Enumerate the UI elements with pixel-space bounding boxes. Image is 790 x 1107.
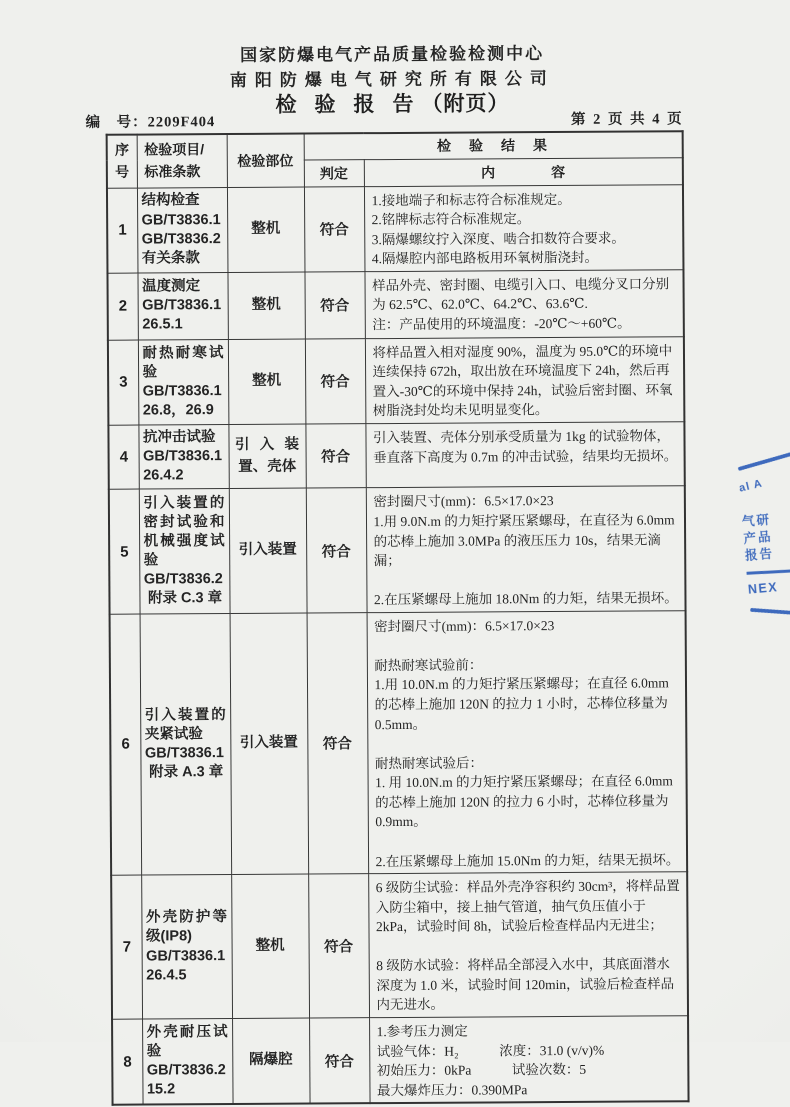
report-title-main: 检验报告: [275, 91, 432, 117]
seq-cell: 4: [108, 425, 138, 490]
part-cell: 整机: [227, 187, 305, 273]
item-cell: 引入装置的夹紧试验 GB/T3836.1 附录 A.3 章: [140, 613, 232, 875]
judge-cell: 符合: [309, 1018, 370, 1104]
judge-cell: 符合: [305, 424, 365, 489]
table-row: [108, 422, 684, 490]
company-name: 南阳防爆电气研究所有限公司: [229, 69, 555, 91]
table-header-row-1: [107, 131, 683, 161]
stamp-text-latin: al A: [737, 477, 764, 495]
item-cell: 耐热耐寒试验 GB/T3836.1 26.8，26.9: [138, 339, 229, 425]
part-cell: 引入装置: [230, 613, 309, 875]
header-result: 检 验 结 果: [304, 131, 683, 159]
part-cell: 隔爆腔: [232, 1018, 310, 1104]
content-cell: 1.参考压力测定 试验气体：H₂ 浓度：31.0 (v/v)% 初始压力：0kPa 试验次数：5 最大爆炸压力：0.390MPa: [369, 1016, 689, 1104]
header-part: 检验部位: [227, 134, 304, 187]
part-cell: 引入装置、壳体: [228, 424, 305, 489]
judge-cell: 符合: [306, 488, 367, 613]
center-name: 国家防爆电气产品质量检验检测中心: [240, 44, 545, 65]
table-row: [111, 872, 688, 1019]
judge-cell: 符合: [308, 874, 369, 1018]
judge-cell: 符合: [307, 612, 369, 874]
page-indicator: 第 2 页 共 4 页: [570, 111, 684, 128]
seq-cell: 3: [108, 340, 139, 425]
header-judge: 判定: [304, 159, 364, 186]
report-number-label: 编 号：: [85, 114, 148, 131]
item-cell: 引入装置的密封试验和机械强度试验 GB/T3836.2 附录 C.3 章: [139, 489, 230, 614]
stamp-arc-bottom: [750, 608, 790, 617]
stamp-text-cn-1: 气研: [741, 512, 772, 529]
part-cell: 引入装置: [229, 488, 307, 613]
report-title-suffix: （附页）: [421, 91, 510, 116]
seq-cell: 6: [110, 614, 142, 875]
meta-row: [85, 107, 683, 131]
item-cell: 温度测定 GB/T3836.1 26.5.1: [137, 272, 227, 340]
header-seq: 序 号: [107, 135, 137, 188]
table-row: [109, 486, 686, 614]
inspection-result-table: [106, 130, 690, 1106]
table-row: [112, 1016, 689, 1105]
content-cell: 1.接地端子和标志符合标准规定。 2.铭牌标志符合标准规定。 3.隔爆螺纹拧入深度、啮合扣数符合要求。 4.隔爆腔内部电路板用环氧树脂浇封。: [364, 184, 684, 271]
item-cell: 结构检查 GB/T3836.1 GB/T3836.2 有关条款: [137, 187, 228, 273]
content-cell: 密封圈尺寸(mm)：6.5×17.0×23 耐热耐寒试验前： 1.用 10.0N.m 的力矩拧紧压紧螺母；在直径 6.0mm 的芯棒上施加 120N 的拉力 1 小时，芯棒位移量为 0.5mm。 耐热耐寒试验后： 1. 用 10.0N.m 的力矩拧紧压紧螺母；在直径 6.0mm 的芯棒上施加 120N 的拉力 6 小时，芯棒位移量为 0.9mm。 2.在压紧螺母上施加 15.0Nm 的力矩，结果无损坏。: [367, 610, 688, 873]
table-row: [108, 336, 685, 425]
content-cell: 将样品置入相对湿度 90%，温度为 95.0℃的环境中连续保持 672h，取出放在环境温度下 24h，然后再置入-30℃的环境中保持 24h，试验后密封圈、环氧树脂浇封处均未见明显变化。: [365, 336, 685, 423]
header-item: 检验项目/ 标准条款: [137, 134, 227, 188]
judge-cell: 符合: [304, 271, 364, 338]
judge-cell: 符合: [305, 338, 366, 424]
stamp-divider: [747, 569, 790, 575]
item-cell: 抗冲击试验 GB/T3836.1 26.4.2: [138, 425, 228, 490]
table-row: [110, 610, 688, 875]
item-cell: 外壳防护等级(IP8) GB/T3836.1 26.4.5: [141, 875, 232, 1019]
stamp-text-cn-2: 产品: [742, 529, 774, 546]
content-cell: 引入装置、壳体分别承受质量为 1kg 的试验物体，垂直落下高度为 0.7m 的冲击试验，结果均无损坏。: [365, 422, 684, 488]
stamp-text-cn-3: 报告: [744, 546, 775, 563]
item-cell: 外壳耐压试验 GB/T3836.2 15.2: [142, 1019, 233, 1105]
seq-cell: 1: [107, 188, 138, 273]
seq-cell: 7: [111, 875, 142, 1019]
table-row: [107, 184, 684, 273]
part-cell: 整机: [228, 339, 306, 425]
header-content: 内 容: [364, 157, 683, 186]
part-cell: 整机: [227, 272, 304, 339]
report-number: [85, 110, 215, 132]
content-cell: 密封圈尺寸(mm)：6.5×17.0×23 1.用 9.0N.m 的力矩拧紧压紧螺母，在直径为 6.0mm 的芯棒上施加 3.0MPa 的液压压力 10s，结果无滴漏； 2.在压紧螺母上施加 18.0Nm 的力矩，结果无损坏。: [366, 486, 686, 612]
seq-cell: 8: [112, 1019, 143, 1105]
content-cell: 样品外壳、密封圈、电缆引入口、电缆分叉口分别为 62.5℃、62.0℃、64.2℃、63.6℃. 注：产品使用的环境温度：-20℃～+60℃。: [364, 269, 683, 338]
seq-cell: 2: [107, 273, 137, 340]
part-cell: 整机: [231, 874, 309, 1018]
stamp-text-nex: NEX: [747, 580, 779, 597]
seq-cell: 5: [109, 489, 140, 614]
report-number-value: 2209F404: [147, 114, 216, 131]
table-row: [107, 269, 683, 340]
judge-cell: 符合: [304, 186, 365, 272]
content-cell: 6 级防尘试验：样品外壳净容积约 30cm³，将样品置入防尘箱中，接上抽气管道，抽气负压值小于 2kPa，试验时间 8h，试验后检查样品内无进尘； 8 级防水试验：将样品全部浸入水中，其底面潜水深度为 1.0 米，试验时间 120min，试验后检查样品内无进水。: [368, 872, 688, 1018]
